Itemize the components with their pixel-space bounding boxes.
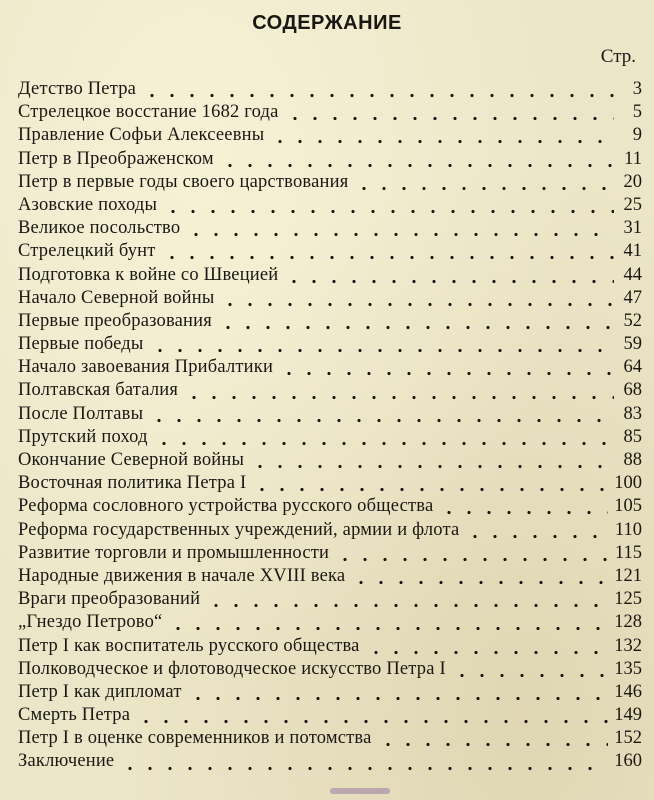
dot-leader [270, 139, 614, 144]
dot-leader [163, 209, 614, 214]
dot-leader [351, 580, 608, 585]
toc-title: Восточная политика Петра I [18, 473, 247, 494]
toc-title: Полководческое и флотоводческое искусство Петра I [18, 658, 446, 679]
toc-row [18, 171, 642, 194]
toc-title: Петр I в оценке современников и потомства [18, 728, 372, 749]
toc-page-number: 85 [623, 426, 642, 447]
toc-row [18, 356, 642, 379]
toc-title: Петр I как дипломат [18, 681, 182, 702]
toc-title: „Гнездо Петрово“ [18, 612, 163, 633]
toc-title: Начало Северной войны [18, 287, 215, 308]
dot-leader [142, 93, 614, 98]
toc-page-number: 47 [623, 287, 642, 308]
toc-row [18, 449, 642, 472]
toc-page-number: 83 [623, 403, 642, 424]
toc-row [18, 403, 642, 426]
toc-row [18, 379, 642, 402]
dot-leader [284, 279, 614, 284]
toc-title: Азовские походы [18, 194, 158, 215]
toc-title: Враги преобразований [18, 589, 201, 610]
toc-row [18, 495, 642, 518]
toc-row [18, 750, 642, 773]
dot-leader [218, 325, 614, 330]
toc-title: Петр в первые годы своего царствования [18, 171, 349, 192]
toc-page-number: 41 [623, 241, 642, 262]
toc-page-number: 121 [614, 565, 642, 586]
toc-page-number: 125 [614, 589, 642, 610]
toc-row [18, 611, 642, 634]
toc-page-number: 59 [623, 334, 642, 355]
toc-row [18, 78, 642, 101]
dot-leader [188, 696, 609, 701]
dot-leader [120, 766, 608, 771]
dot-leader [150, 348, 614, 353]
toc-row [18, 310, 642, 333]
toc-page-number: 105 [614, 496, 642, 517]
toc-page-number: 25 [623, 194, 642, 215]
dot-leader [168, 626, 608, 631]
toc-row [18, 704, 642, 727]
toc-title: Петр в Преображенском [18, 148, 214, 169]
toc-row [18, 588, 642, 611]
toc-title: Правление Софьи Алексеевны [18, 125, 265, 146]
toc-page-number: 31 [623, 218, 642, 239]
toc-page-number: 20 [623, 171, 642, 192]
toc-row [18, 658, 642, 681]
toc-title: Первые победы [18, 334, 144, 355]
ink-stain [330, 788, 390, 794]
toc-row [18, 519, 642, 542]
toc-title: Заключение [18, 751, 115, 772]
dot-leader [285, 116, 614, 121]
dot-leader [186, 232, 614, 237]
toc-row [18, 565, 642, 588]
toc-row [18, 240, 642, 263]
dot-leader [366, 650, 609, 655]
toc-page-number: 68 [623, 380, 642, 401]
dot-leader [252, 487, 608, 492]
toc-page-number: 128 [614, 612, 642, 633]
toc-title: Полтавская баталия [18, 380, 179, 401]
toc-page-number: 44 [623, 264, 642, 285]
toc-page-number: 160 [614, 751, 642, 772]
toc-row [18, 148, 642, 171]
toc-page-number: 9 [632, 125, 642, 146]
dot-leader [378, 742, 609, 747]
dot-leader [206, 603, 608, 608]
toc-page-number: 149 [614, 705, 642, 726]
toc-row [18, 542, 642, 565]
toc-row [18, 124, 642, 147]
dot-leader [452, 673, 608, 678]
toc-title: Детство Петра [18, 79, 137, 99]
toc-title: Реформа государственных учреждений, армии и флота [18, 519, 460, 540]
toc-page-number: 11 [624, 148, 642, 169]
toc-title: Народные движения в начале XVIII века [18, 565, 346, 586]
dot-leader [154, 441, 614, 446]
dot-leader [354, 186, 614, 191]
dot-leader [220, 302, 614, 307]
toc-row [18, 681, 642, 704]
table-of-contents [18, 78, 642, 774]
toc-title: Первые преобразования [18, 310, 212, 331]
dot-leader [184, 395, 614, 400]
toc-title: Прутский поход [18, 426, 148, 447]
toc-page-number: 3 [632, 79, 642, 99]
toc-title: Великое посольство [18, 218, 181, 239]
toc-title: Стрелецкое восстание 1682 года [18, 102, 279, 123]
toc-page-number: 110 [614, 519, 642, 540]
toc-title: Петр I как воспитатель русского общества [18, 635, 360, 656]
toc-row [18, 217, 642, 240]
page-title: СОДЕРЖАНИЕ [252, 12, 402, 34]
dot-leader [136, 719, 608, 724]
dot-leader [465, 534, 609, 539]
dot-leader [220, 163, 614, 168]
dot-leader [162, 255, 614, 260]
toc-page-number: 146 [614, 681, 642, 702]
toc-page-number: 88 [623, 450, 642, 470]
dot-leader [335, 557, 609, 562]
toc-page-number: 52 [623, 310, 642, 331]
toc-page-number: 152 [614, 728, 642, 749]
toc-row [18, 727, 642, 750]
toc-row [18, 264, 642, 287]
dot-leader [149, 418, 614, 423]
toc-title: Начало завоевания Прибалтики [18, 357, 274, 378]
toc-page-number: 132 [614, 635, 642, 656]
page-column-label: Стр. [600, 46, 636, 67]
toc-row [18, 472, 642, 495]
toc-page-number: 5 [632, 102, 642, 123]
toc-page-number: 135 [614, 658, 642, 679]
dot-leader [439, 510, 608, 515]
toc-title: После Полтавы [18, 403, 144, 424]
toc-row [18, 287, 642, 310]
toc-page-number: 100 [614, 473, 642, 494]
toc-title: Смерть Петра [18, 705, 131, 726]
toc-title: Развитие торговли и промышленности [18, 542, 330, 563]
toc-row [18, 194, 642, 217]
toc-row [18, 333, 642, 356]
toc-row [18, 635, 642, 658]
dot-leader [279, 371, 614, 376]
toc-page-number: 64 [623, 357, 642, 378]
toc-title: Окончание Северной войны [18, 450, 245, 470]
toc-row [18, 101, 642, 124]
toc-title: Подготовка к войне со Швецией [18, 264, 279, 285]
dot-leader [250, 464, 614, 469]
toc-title: Реформа сословного устройства русского общества [18, 496, 434, 517]
toc-row [18, 426, 642, 449]
toc-page-number: 115 [614, 542, 642, 563]
toc-title: Стрелецкий бунт [18, 241, 156, 262]
